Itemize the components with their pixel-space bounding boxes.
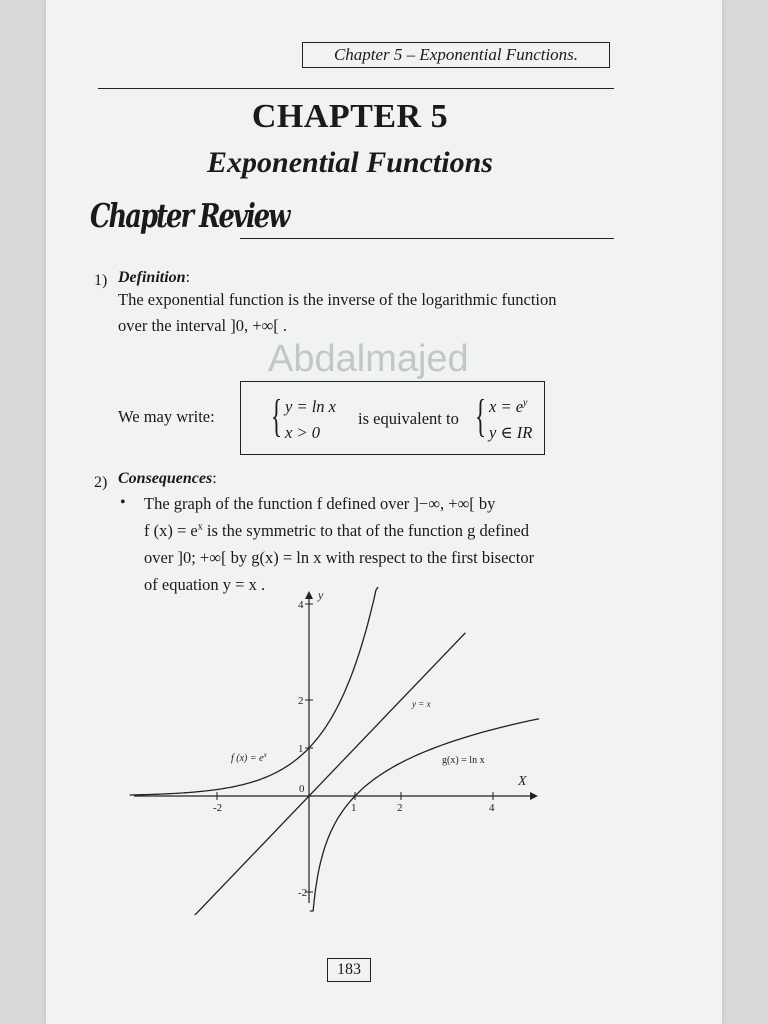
bisector-label: y = x	[412, 699, 431, 709]
system2-line1: $x = e^y$	[489, 397, 528, 416]
x-tick-label: -2	[213, 802, 223, 814]
chapter-title: Exponential Functions	[207, 146, 493, 179]
f-curve-label: f $(x) = e^x$	[231, 751, 267, 764]
running-head: Chapter 5 – Exponential Functions.	[302, 42, 610, 68]
consequences-line-2: f $(x) = e^x$ is the symmetric to that of the function g defined	[144, 521, 530, 540]
consequences-line-1: The graph of the function f defined over ]−∞, +∞[ by	[144, 494, 496, 513]
definition-number: 1)	[94, 272, 108, 289]
watermark: Abdalmajed	[268, 338, 469, 380]
definition-title: Definition:	[118, 269, 191, 286]
chapter-number: CHAPTER 5	[251, 98, 449, 135]
equivalence-box	[240, 381, 545, 455]
left-brace-2: {	[475, 390, 487, 441]
function-graph	[128, 585, 548, 915]
y-axis-label: y	[318, 588, 324, 602]
system1-line1: y = ln x	[285, 397, 336, 416]
consequences-title: Consequences:	[118, 470, 217, 487]
y-tick-label: 1	[298, 743, 304, 755]
section-heading-rule	[240, 238, 614, 239]
origin-label: 0	[299, 783, 305, 795]
page-number: 183	[327, 958, 371, 982]
consequences-number: 2)	[94, 474, 108, 491]
header-rule	[98, 88, 614, 89]
consequences-line-4: of equation y = x .	[144, 575, 266, 594]
y-axis-arrow	[305, 591, 313, 599]
definition-line-2: over the interval ]0, +∞[ .	[118, 316, 288, 335]
x-tick-label: 1	[351, 802, 357, 814]
y-tick-label: 2	[298, 695, 304, 707]
y-tick-label: 4	[298, 599, 304, 611]
box-lead-text: We may write:	[118, 407, 215, 426]
x-tick-label: 4	[489, 802, 495, 814]
x-tick-label: 2	[397, 802, 403, 814]
x-axis-arrow	[530, 792, 538, 800]
system1-line2: x > 0	[285, 423, 320, 442]
consequences-line-3: over ]0; +∞[ by g(x) = ln x with respect to the first bisector	[144, 548, 535, 567]
equivalence-text: is equivalent to	[358, 409, 459, 428]
ln-curve	[310, 719, 539, 911]
section-heading: Chapter Review	[90, 196, 289, 235]
x-axis-label: X	[518, 774, 527, 789]
bullet: •	[120, 494, 126, 511]
g-curve-label: g(x) = ln x	[442, 755, 485, 766]
bisector-line	[194, 633, 465, 915]
system2-line2: y ∈ IR	[489, 423, 533, 442]
left-brace-1: {	[271, 390, 283, 441]
y-tick-label: -2	[298, 887, 308, 899]
definition-line-1: The exponential function is the inverse of the logarithmic function	[118, 290, 557, 309]
